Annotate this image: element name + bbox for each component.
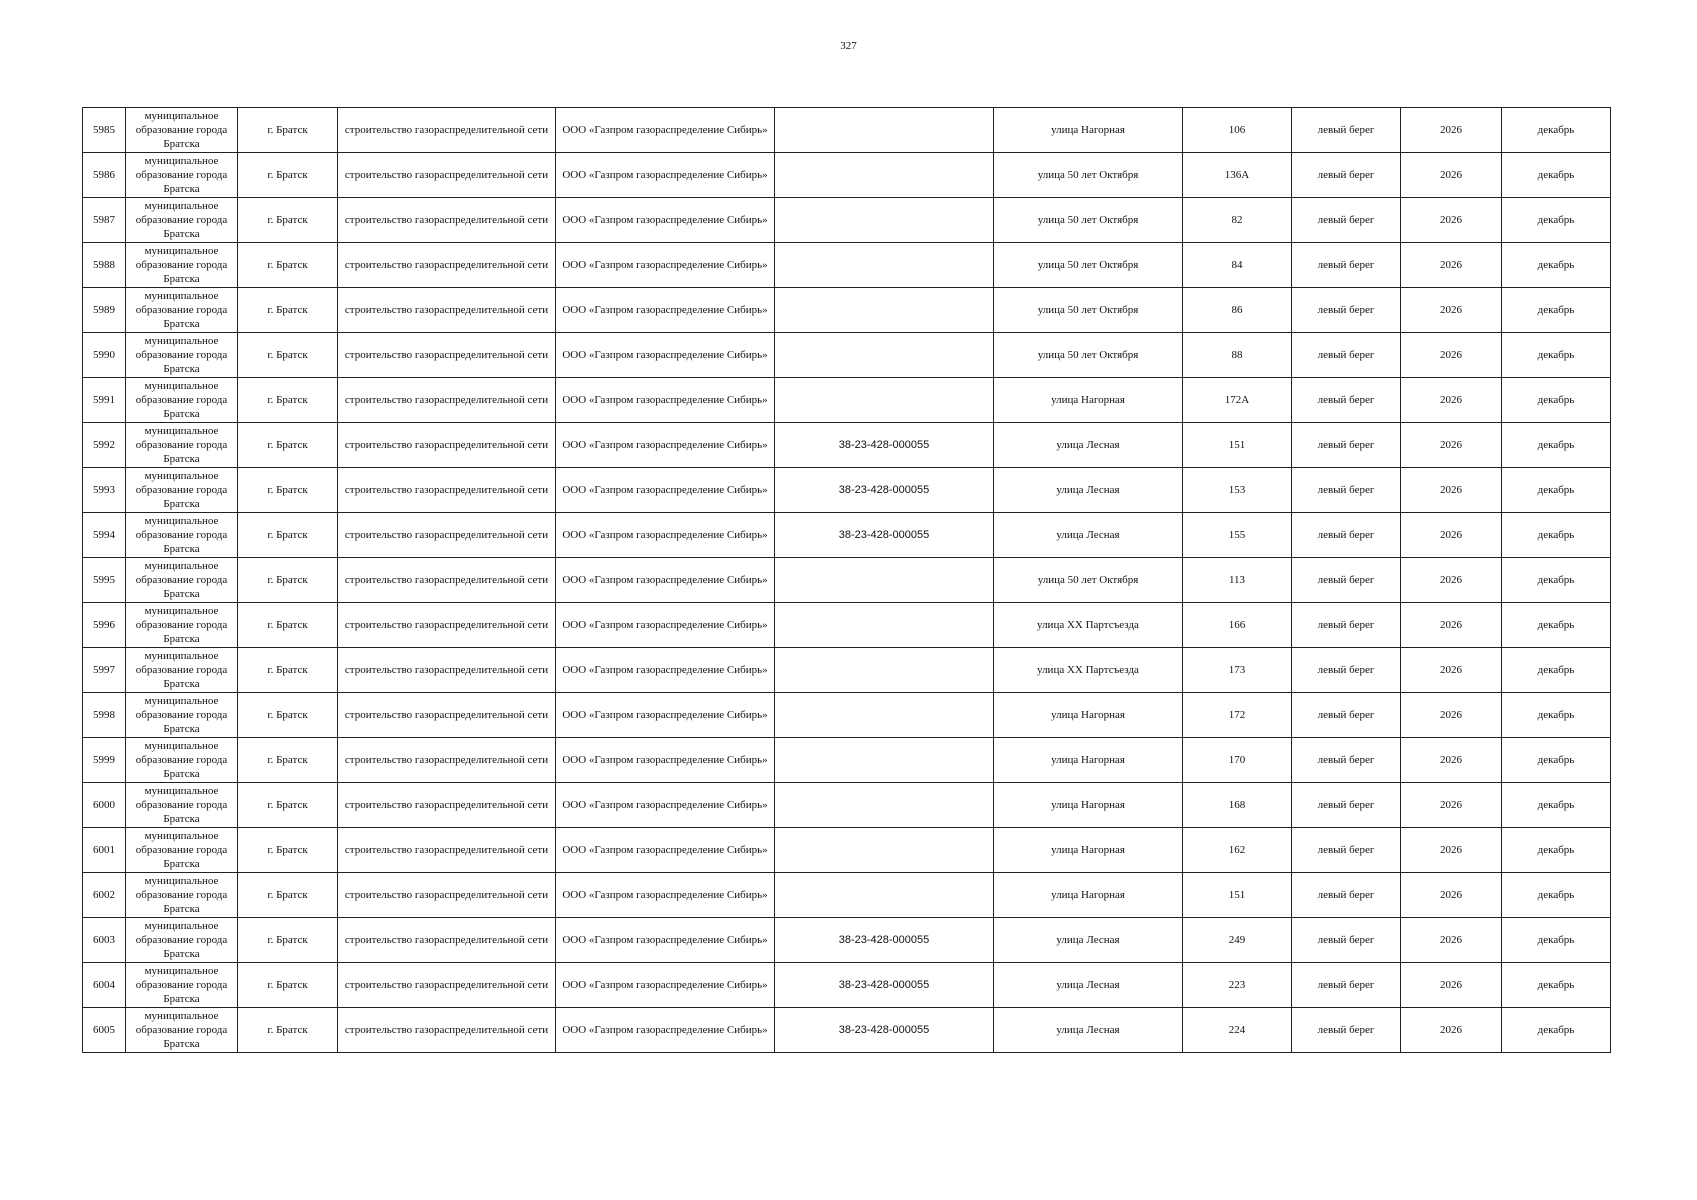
municipality-cell: муниципальное образование города Братска bbox=[126, 873, 238, 918]
river-bank-cell: левый берег bbox=[1292, 108, 1401, 153]
house-number-cell: 86 bbox=[1183, 288, 1292, 333]
gasification-table bbox=[82, 107, 1611, 1053]
object-code-cell bbox=[775, 108, 994, 153]
year-cell: 2026 bbox=[1401, 738, 1502, 783]
city-cell: г. Братск bbox=[238, 963, 338, 1008]
street-cell: улица Лесная bbox=[994, 468, 1183, 513]
street-cell: улица Лесная bbox=[994, 423, 1183, 468]
table-row bbox=[83, 108, 1611, 153]
organization-cell: ООО «Газпром газораспределение Сибирь» bbox=[556, 558, 775, 603]
city-cell: г. Братск bbox=[238, 828, 338, 873]
city-cell: г. Братск bbox=[238, 738, 338, 783]
municipality-cell: муниципальное образование города Братска bbox=[126, 963, 238, 1008]
work-type-cell: строительство газораспределительной сети bbox=[338, 1008, 556, 1053]
year-cell: 2026 bbox=[1401, 468, 1502, 513]
house-number-cell: 168 bbox=[1183, 783, 1292, 828]
work-type-cell: строительство газораспределительной сети bbox=[338, 288, 556, 333]
house-number-cell: 88 bbox=[1183, 333, 1292, 378]
city-cell: г. Братск bbox=[238, 918, 338, 963]
work-type-cell: строительство газораспределительной сети bbox=[338, 828, 556, 873]
month-cell: декабрь bbox=[1502, 603, 1611, 648]
table-row bbox=[83, 738, 1611, 783]
house-number-cell: 151 bbox=[1183, 873, 1292, 918]
street-cell: улица XX Партсъезда bbox=[994, 603, 1183, 648]
object-code-cell bbox=[775, 243, 994, 288]
work-type-cell: строительство газораспределительной сети bbox=[338, 963, 556, 1008]
table-row bbox=[83, 468, 1611, 513]
river-bank-cell: левый берег bbox=[1292, 243, 1401, 288]
municipality-cell: муниципальное образование города Братска bbox=[126, 243, 238, 288]
table-row bbox=[83, 1008, 1611, 1053]
street-cell: улица Нагорная bbox=[994, 738, 1183, 783]
month-cell: декабрь bbox=[1502, 108, 1611, 153]
work-type-cell: строительство газораспределительной сети bbox=[338, 423, 556, 468]
river-bank-cell: левый берег bbox=[1292, 513, 1401, 558]
table-row bbox=[83, 693, 1611, 738]
month-cell: декабрь bbox=[1502, 738, 1611, 783]
row-number: 5985 bbox=[83, 108, 126, 153]
city-cell: г. Братск bbox=[238, 378, 338, 423]
organization-cell: ООО «Газпром газораспределение Сибирь» bbox=[556, 783, 775, 828]
river-bank-cell: левый берег bbox=[1292, 963, 1401, 1008]
month-cell: декабрь bbox=[1502, 288, 1611, 333]
table-row bbox=[83, 198, 1611, 243]
street-cell: улица Нагорная bbox=[994, 108, 1183, 153]
street-cell: улица Лесная bbox=[994, 918, 1183, 963]
work-type-cell: строительство газораспределительной сети bbox=[338, 648, 556, 693]
street-cell: улица 50 лет Октября bbox=[994, 288, 1183, 333]
municipality-cell: муниципальное образование города Братска bbox=[126, 738, 238, 783]
street-cell: улица Лесная bbox=[994, 1008, 1183, 1053]
work-type-cell: строительство газораспределительной сети bbox=[338, 468, 556, 513]
object-code-cell bbox=[775, 558, 994, 603]
city-cell: г. Братск bbox=[238, 288, 338, 333]
table-row bbox=[83, 288, 1611, 333]
house-number-cell: 136А bbox=[1183, 153, 1292, 198]
street-cell: улица Нагорная bbox=[994, 783, 1183, 828]
house-number-cell: 113 bbox=[1183, 558, 1292, 603]
object-code-cell bbox=[775, 153, 994, 198]
house-number-cell: 172 bbox=[1183, 693, 1292, 738]
river-bank-cell: левый берег bbox=[1292, 333, 1401, 378]
house-number-cell: 84 bbox=[1183, 243, 1292, 288]
row-number: 6004 bbox=[83, 963, 126, 1008]
row-number: 5986 bbox=[83, 153, 126, 198]
object-code-cell bbox=[775, 738, 994, 783]
organization-cell: ООО «Газпром газораспределение Сибирь» bbox=[556, 333, 775, 378]
river-bank-cell: левый берег bbox=[1292, 783, 1401, 828]
work-type-cell: строительство газораспределительной сети bbox=[338, 738, 556, 783]
street-cell: улица 50 лет Октября bbox=[994, 153, 1183, 198]
municipality-cell: муниципальное образование города Братска bbox=[126, 918, 238, 963]
year-cell: 2026 bbox=[1401, 198, 1502, 243]
object-code-cell: 38-23-428-000055 bbox=[775, 468, 994, 513]
work-type-cell: строительство газораспределительной сети bbox=[338, 243, 556, 288]
city-cell: г. Братск bbox=[238, 783, 338, 828]
municipality-cell: муниципальное образование города Братска bbox=[126, 288, 238, 333]
table-row bbox=[83, 783, 1611, 828]
municipality-cell: муниципальное образование города Братска bbox=[126, 108, 238, 153]
row-number: 6001 bbox=[83, 828, 126, 873]
year-cell: 2026 bbox=[1401, 558, 1502, 603]
row-number: 6002 bbox=[83, 873, 126, 918]
row-number: 5998 bbox=[83, 693, 126, 738]
organization-cell: ООО «Газпром газораспределение Сибирь» bbox=[556, 468, 775, 513]
year-cell: 2026 bbox=[1401, 1008, 1502, 1053]
table-row bbox=[83, 333, 1611, 378]
year-cell: 2026 bbox=[1401, 288, 1502, 333]
table-row bbox=[83, 648, 1611, 693]
river-bank-cell: левый берег bbox=[1292, 873, 1401, 918]
city-cell: г. Братск bbox=[238, 603, 338, 648]
page-number: 327 bbox=[840, 40, 857, 52]
municipality-cell: муниципальное образование города Братска bbox=[126, 468, 238, 513]
organization-cell: ООО «Газпром газораспределение Сибирь» bbox=[556, 918, 775, 963]
row-number: 5999 bbox=[83, 738, 126, 783]
row-number: 5987 bbox=[83, 198, 126, 243]
river-bank-cell: левый берег bbox=[1292, 288, 1401, 333]
house-number-cell: 249 bbox=[1183, 918, 1292, 963]
year-cell: 2026 bbox=[1401, 108, 1502, 153]
object-code-cell bbox=[775, 828, 994, 873]
municipality-cell: муниципальное образование города Братска bbox=[126, 693, 238, 738]
year-cell: 2026 bbox=[1401, 423, 1502, 468]
municipality-cell: муниципальное образование города Братска bbox=[126, 603, 238, 648]
street-cell: улица Нагорная bbox=[994, 378, 1183, 423]
work-type-cell: строительство газораспределительной сети bbox=[338, 693, 556, 738]
row-number: 5988 bbox=[83, 243, 126, 288]
object-code-cell bbox=[775, 333, 994, 378]
city-cell: г. Братск bbox=[238, 153, 338, 198]
work-type-cell: строительство газораспределительной сети bbox=[338, 108, 556, 153]
organization-cell: ООО «Газпром газораспределение Сибирь» bbox=[556, 153, 775, 198]
municipality-cell: муниципальное образование города Братска bbox=[126, 648, 238, 693]
year-cell: 2026 bbox=[1401, 243, 1502, 288]
street-cell: улица Лесная bbox=[994, 513, 1183, 558]
house-number-cell: 170 bbox=[1183, 738, 1292, 783]
organization-cell: ООО «Газпром газораспределение Сибирь» bbox=[556, 693, 775, 738]
year-cell: 2026 bbox=[1401, 603, 1502, 648]
object-code-cell bbox=[775, 693, 994, 738]
table-row bbox=[83, 828, 1611, 873]
work-type-cell: строительство газораспределительной сети bbox=[338, 783, 556, 828]
row-number: 5993 bbox=[83, 468, 126, 513]
table-row bbox=[83, 243, 1611, 288]
organization-cell: ООО «Газпром газораспределение Сибирь» bbox=[556, 828, 775, 873]
river-bank-cell: левый берег bbox=[1292, 828, 1401, 873]
year-cell: 2026 bbox=[1401, 963, 1502, 1008]
month-cell: декабрь bbox=[1502, 333, 1611, 378]
organization-cell: ООО «Газпром газораспределение Сибирь» bbox=[556, 603, 775, 648]
work-type-cell: строительство газораспределительной сети bbox=[338, 153, 556, 198]
month-cell: декабрь bbox=[1502, 468, 1611, 513]
object-code-cell: 38-23-428-000055 bbox=[775, 423, 994, 468]
river-bank-cell: левый берег bbox=[1292, 1008, 1401, 1053]
house-number-cell: 106 bbox=[1183, 108, 1292, 153]
municipality-cell: муниципальное образование города Братска bbox=[126, 828, 238, 873]
city-cell: г. Братск bbox=[238, 873, 338, 918]
river-bank-cell: левый берег bbox=[1292, 468, 1401, 513]
month-cell: декабрь bbox=[1502, 783, 1611, 828]
row-number: 5990 bbox=[83, 333, 126, 378]
work-type-cell: строительство газораспределительной сети bbox=[338, 558, 556, 603]
month-cell: декабрь bbox=[1502, 828, 1611, 873]
month-cell: декабрь bbox=[1502, 918, 1611, 963]
year-cell: 2026 bbox=[1401, 873, 1502, 918]
table-row bbox=[83, 153, 1611, 198]
organization-cell: ООО «Газпром газораспределение Сибирь» bbox=[556, 1008, 775, 1053]
organization-cell: ООО «Газпром газораспределение Сибирь» bbox=[556, 513, 775, 558]
month-cell: декабрь bbox=[1502, 513, 1611, 558]
house-number-cell: 151 bbox=[1183, 423, 1292, 468]
year-cell: 2026 bbox=[1401, 693, 1502, 738]
object-code-cell bbox=[775, 378, 994, 423]
year-cell: 2026 bbox=[1401, 333, 1502, 378]
row-number: 6005 bbox=[83, 1008, 126, 1053]
river-bank-cell: левый берег bbox=[1292, 153, 1401, 198]
month-cell: декабрь bbox=[1502, 873, 1611, 918]
month-cell: декабрь bbox=[1502, 198, 1611, 243]
month-cell: декабрь bbox=[1502, 1008, 1611, 1053]
object-code-cell bbox=[775, 288, 994, 333]
street-cell: улица Нагорная bbox=[994, 828, 1183, 873]
object-code-cell bbox=[775, 198, 994, 243]
river-bank-cell: левый берег bbox=[1292, 693, 1401, 738]
row-number: 5994 bbox=[83, 513, 126, 558]
object-code-cell: 38-23-428-000055 bbox=[775, 513, 994, 558]
city-cell: г. Братск bbox=[238, 108, 338, 153]
object-code-cell bbox=[775, 783, 994, 828]
city-cell: г. Братск bbox=[238, 693, 338, 738]
city-cell: г. Братск bbox=[238, 468, 338, 513]
organization-cell: ООО «Газпром газораспределение Сибирь» bbox=[556, 288, 775, 333]
city-cell: г. Братск bbox=[238, 243, 338, 288]
municipality-cell: муниципальное образование города Братска bbox=[126, 783, 238, 828]
month-cell: декабрь bbox=[1502, 693, 1611, 738]
river-bank-cell: левый берег bbox=[1292, 738, 1401, 783]
municipality-cell: муниципальное образование города Братска bbox=[126, 378, 238, 423]
row-number: 6000 bbox=[83, 783, 126, 828]
street-cell: улица Лесная bbox=[994, 963, 1183, 1008]
object-code-cell bbox=[775, 873, 994, 918]
house-number-cell: 153 bbox=[1183, 468, 1292, 513]
house-number-cell: 173 bbox=[1183, 648, 1292, 693]
object-code-cell bbox=[775, 603, 994, 648]
municipality-cell: муниципальное образование города Братска bbox=[126, 198, 238, 243]
month-cell: декабрь bbox=[1502, 153, 1611, 198]
house-number-cell: 223 bbox=[1183, 963, 1292, 1008]
table-row bbox=[83, 918, 1611, 963]
table-row bbox=[83, 558, 1611, 603]
row-number: 5997 bbox=[83, 648, 126, 693]
municipality-cell: муниципальное образование города Братска bbox=[126, 558, 238, 603]
month-cell: декабрь bbox=[1502, 423, 1611, 468]
river-bank-cell: левый берег bbox=[1292, 918, 1401, 963]
house-number-cell: 172А bbox=[1183, 378, 1292, 423]
month-cell: декабрь bbox=[1502, 243, 1611, 288]
row-number: 5996 bbox=[83, 603, 126, 648]
row-number: 5991 bbox=[83, 378, 126, 423]
work-type-cell: строительство газораспределительной сети bbox=[338, 333, 556, 378]
year-cell: 2026 bbox=[1401, 828, 1502, 873]
organization-cell: ООО «Газпром газораспределение Сибирь» bbox=[556, 198, 775, 243]
object-code-cell: 38-23-428-000055 bbox=[775, 918, 994, 963]
organization-cell: ООО «Газпром газораспределение Сибирь» bbox=[556, 243, 775, 288]
object-code-cell: 38-23-428-000055 bbox=[775, 963, 994, 1008]
river-bank-cell: левый берег bbox=[1292, 648, 1401, 693]
table-row bbox=[83, 873, 1611, 918]
city-cell: г. Братск bbox=[238, 198, 338, 243]
month-cell: декабрь bbox=[1502, 378, 1611, 423]
row-number: 5989 bbox=[83, 288, 126, 333]
month-cell: декабрь bbox=[1502, 648, 1611, 693]
table-row bbox=[83, 423, 1611, 468]
municipality-cell: муниципальное образование города Братска bbox=[126, 333, 238, 378]
year-cell: 2026 bbox=[1401, 783, 1502, 828]
table-body bbox=[83, 108, 1611, 1053]
table-row bbox=[83, 513, 1611, 558]
municipality-cell: муниципальное образование города Братска bbox=[126, 1008, 238, 1053]
organization-cell: ООО «Газпром газораспределение Сибирь» bbox=[556, 963, 775, 1008]
river-bank-cell: левый берег bbox=[1292, 423, 1401, 468]
organization-cell: ООО «Газпром газораспределение Сибирь» bbox=[556, 108, 775, 153]
work-type-cell: строительство газораспределительной сети bbox=[338, 513, 556, 558]
object-code-cell bbox=[775, 648, 994, 693]
organization-cell: ООО «Газпром газораспределение Сибирь» bbox=[556, 423, 775, 468]
house-number-cell: 155 bbox=[1183, 513, 1292, 558]
row-number: 6003 bbox=[83, 918, 126, 963]
city-cell: г. Братск bbox=[238, 513, 338, 558]
organization-cell: ООО «Газпром газораспределение Сибирь» bbox=[556, 378, 775, 423]
organization-cell: ООО «Газпром газораспределение Сибирь» bbox=[556, 873, 775, 918]
river-bank-cell: левый берег bbox=[1292, 378, 1401, 423]
city-cell: г. Братск bbox=[238, 1008, 338, 1053]
house-number-cell: 82 bbox=[1183, 198, 1292, 243]
street-cell: улица 50 лет Октября bbox=[994, 333, 1183, 378]
city-cell: г. Братск bbox=[238, 558, 338, 603]
city-cell: г. Братск bbox=[238, 648, 338, 693]
house-number-cell: 162 bbox=[1183, 828, 1292, 873]
municipality-cell: муниципальное образование города Братска bbox=[126, 423, 238, 468]
year-cell: 2026 bbox=[1401, 648, 1502, 693]
year-cell: 2026 bbox=[1401, 378, 1502, 423]
river-bank-cell: левый берег bbox=[1292, 198, 1401, 243]
year-cell: 2026 bbox=[1401, 153, 1502, 198]
river-bank-cell: левый берег bbox=[1292, 558, 1401, 603]
year-cell: 2026 bbox=[1401, 918, 1502, 963]
row-number: 5995 bbox=[83, 558, 126, 603]
organization-cell: ООО «Газпром газораспределение Сибирь» bbox=[556, 648, 775, 693]
work-type-cell: строительство газораспределительной сети bbox=[338, 198, 556, 243]
municipality-cell: муниципальное образование города Братска bbox=[126, 513, 238, 558]
table-row bbox=[83, 603, 1611, 648]
house-number-cell: 166 bbox=[1183, 603, 1292, 648]
object-code-cell: 38-23-428-000055 bbox=[775, 1008, 994, 1053]
organization-cell: ООО «Газпром газораспределение Сибирь» bbox=[556, 738, 775, 783]
river-bank-cell: левый берег bbox=[1292, 603, 1401, 648]
street-cell: улица XX Партсъезда bbox=[994, 648, 1183, 693]
month-cell: декабрь bbox=[1502, 558, 1611, 603]
work-type-cell: строительство газораспределительной сети bbox=[338, 918, 556, 963]
street-cell: улица Нагорная bbox=[994, 873, 1183, 918]
table-row bbox=[83, 963, 1611, 1008]
year-cell: 2026 bbox=[1401, 513, 1502, 558]
city-cell: г. Братск bbox=[238, 423, 338, 468]
month-cell: декабрь bbox=[1502, 963, 1611, 1008]
municipality-cell: муниципальное образование города Братска bbox=[126, 153, 238, 198]
work-type-cell: строительство газораспределительной сети bbox=[338, 603, 556, 648]
work-type-cell: строительство газораспределительной сети bbox=[338, 873, 556, 918]
street-cell: улица 50 лет Октября bbox=[994, 198, 1183, 243]
table-row bbox=[83, 378, 1611, 423]
row-number: 5992 bbox=[83, 423, 126, 468]
city-cell: г. Братск bbox=[238, 333, 338, 378]
street-cell: улица Нагорная bbox=[994, 693, 1183, 738]
house-number-cell: 224 bbox=[1183, 1008, 1292, 1053]
street-cell: улица 50 лет Октября bbox=[994, 243, 1183, 288]
street-cell: улица 50 лет Октября bbox=[994, 558, 1183, 603]
work-type-cell: строительство газораспределительной сети bbox=[338, 378, 556, 423]
